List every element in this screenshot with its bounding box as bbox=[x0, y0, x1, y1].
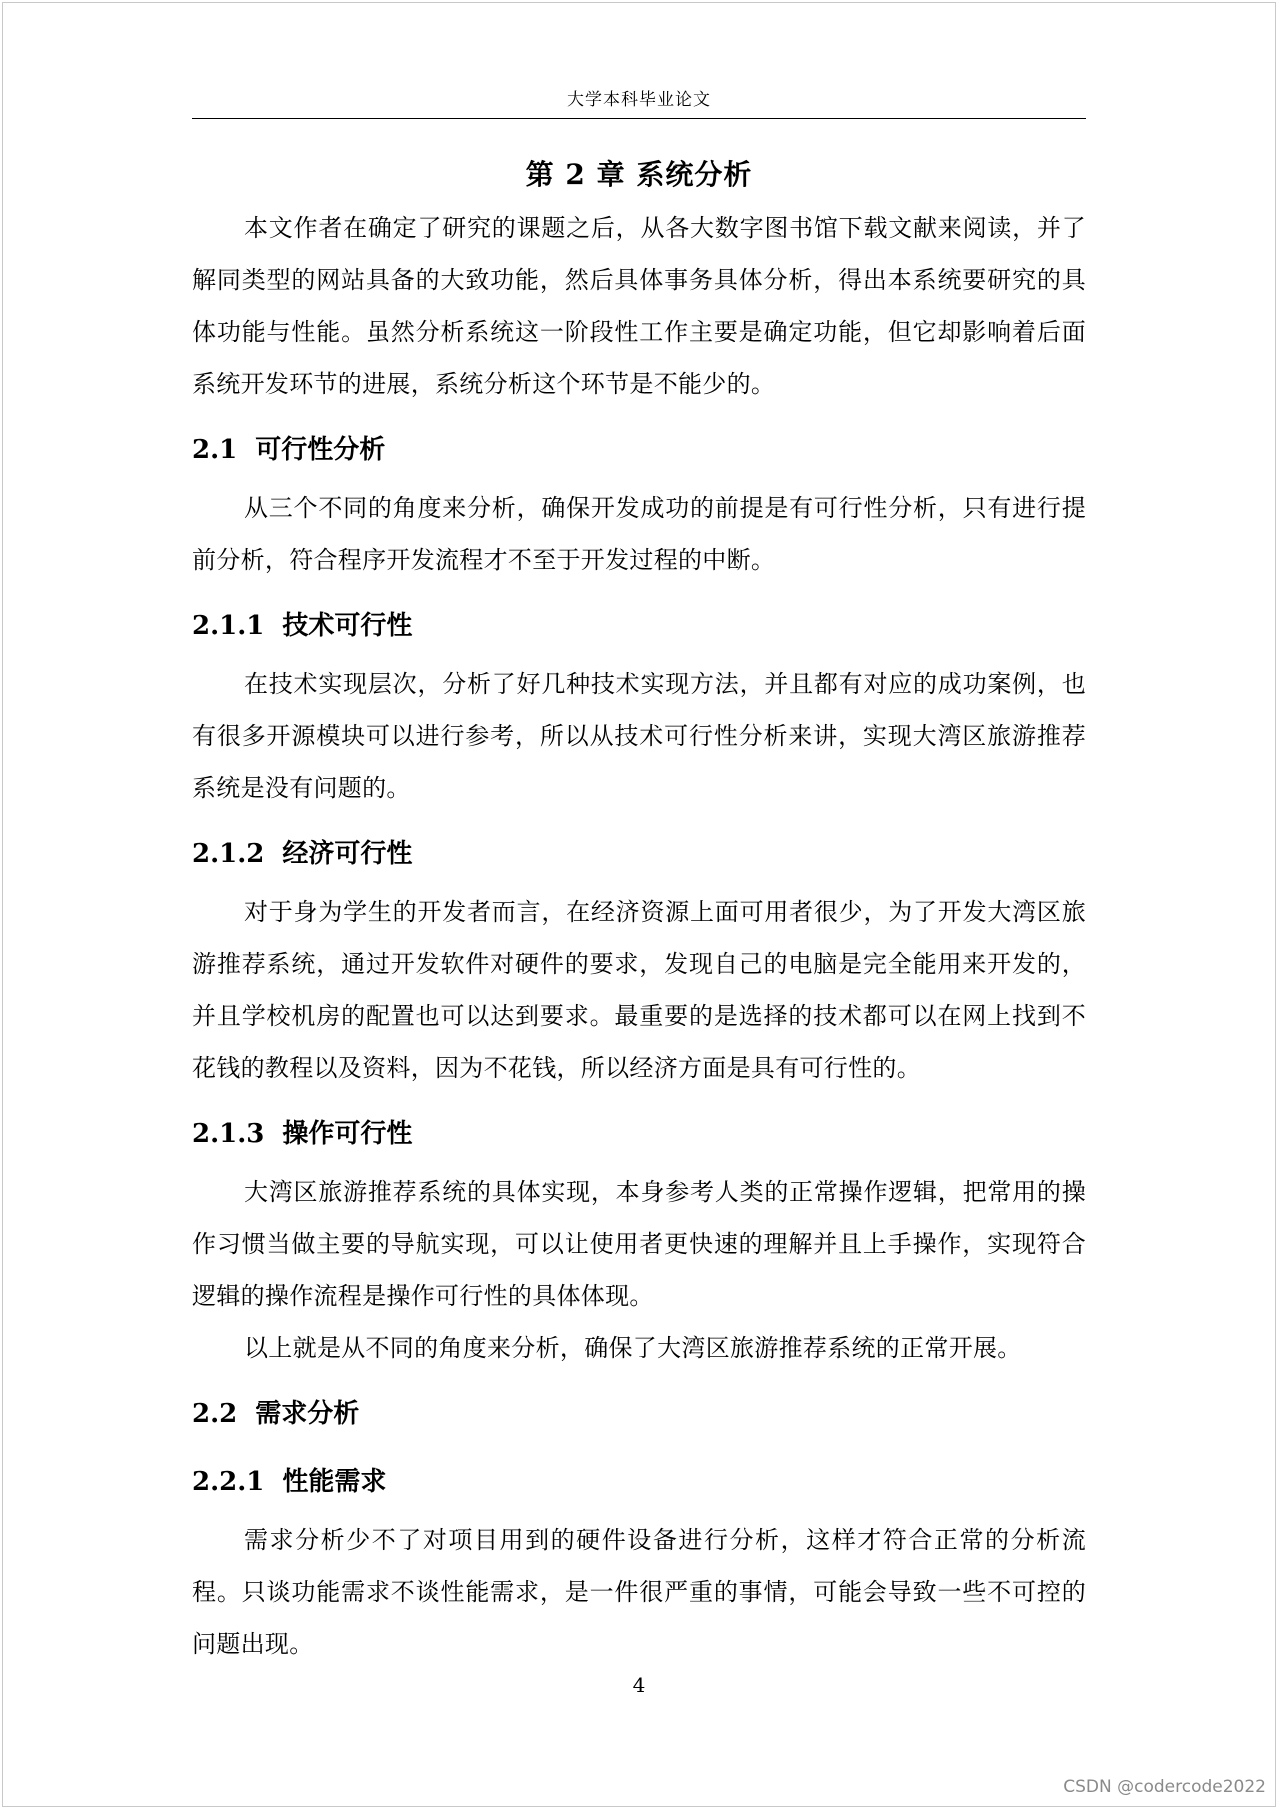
running-header: 大学本科毕业论文 bbox=[567, 90, 711, 110]
performance-paragraph: 需求分析少不了对项目用到的硬件设备进行分析，这样才符合正常的分析流程。只谈功能需求不谈性能需求，是一件很严重的事情，可能会导致一些不可控的问题出现。 bbox=[192, 1526, 1086, 1658]
section-heading-feasibility bbox=[192, 422, 1086, 478]
section-title: 可行性分析 bbox=[255, 435, 386, 465]
operation-paragraph: 大湾区旅游推荐系统的具体实现，本身参考人类的正常操作逻辑，把常用的操作习惯当做主要的导航实现，可以让使用者更快速的理解并且上手操作，实现符合逻辑的操作流程是操作可行性的具体体现。 bbox=[192, 1178, 1086, 1310]
subsection-heading-technical bbox=[192, 598, 1086, 654]
subsection-heading-performance bbox=[192, 1454, 1086, 1510]
subsection-title: 技术可行性 bbox=[282, 611, 413, 641]
subsection-title: 性能需求 bbox=[282, 1467, 387, 1497]
subsection-number: 2.1.3 bbox=[192, 1119, 265, 1149]
economic-paragraph: 对于身为学生的开发者而言，在经济资源上面可用者很少，为了开发大湾区旅游推荐系统，通过开发软件对硬件的要求，发现自己的电脑是完全能用来开发的，并且学校机房的配置也可以达到要求。最重要的是选择的技术都可以在网上找到不花钱的教程以及资料，因为不花钱，所以经济方面是具有可行性的。 bbox=[192, 898, 1086, 1082]
subsection-heading-economic bbox=[192, 826, 1086, 882]
subsection-number: 2.1.2 bbox=[192, 839, 265, 869]
subsection-title: 经济可行性 bbox=[282, 839, 413, 869]
intro-paragraph: 本文作者在确定了研究的课题之后，从各大数字图书馆下载文献来阅读，并了解同类型的网站具备的大致功能，然后具体事务具体分析，得出本系统要研究的具体功能与性能。虽然分析系统这一阶段性工作主要是确定功能，但它却影响着后面系统开发环节的进展，系统分析这个环节是不能少的。 bbox=[192, 214, 1086, 398]
subsection-title: 操作可行性 bbox=[282, 1119, 413, 1149]
subsection-number: 2.2.1 bbox=[192, 1467, 265, 1497]
section-number: 2.1 bbox=[192, 435, 238, 465]
document-body bbox=[192, 150, 1086, 1670]
summary-paragraph: 以上就是从不同的角度来分析，确保了大湾区旅游推荐系统的正常开展。 bbox=[244, 1334, 1022, 1362]
header-rule bbox=[192, 118, 1086, 119]
section-number: 2.2 bbox=[192, 1399, 238, 1429]
subsection-number: 2.1.1 bbox=[192, 611, 265, 641]
watermark: CSDN @codercode2022 bbox=[1063, 1777, 1266, 1797]
page-number: 4 bbox=[632, 1673, 646, 1697]
feasibility-paragraph: 从三个不同的角度来分析，确保开发成功的前提是有可行性分析，只有进行提前分析，符合程序开发流程才不至于开发过程的中断。 bbox=[192, 494, 1086, 574]
chapter-title: 第 2 章 系统分析 bbox=[525, 158, 753, 191]
section-title: 需求分析 bbox=[255, 1399, 360, 1429]
section-heading-requirements bbox=[192, 1386, 1086, 1442]
subsection-heading-operation bbox=[192, 1106, 1086, 1162]
technical-paragraph: 在技术实现层次，分析了好几种技术实现方法，并且都有对应的成功案例，也有很多开源模块可以进行参考，所以从技术可行性分析来讲，实现大湾区旅游推荐系统是没有问题的。 bbox=[192, 670, 1086, 802]
